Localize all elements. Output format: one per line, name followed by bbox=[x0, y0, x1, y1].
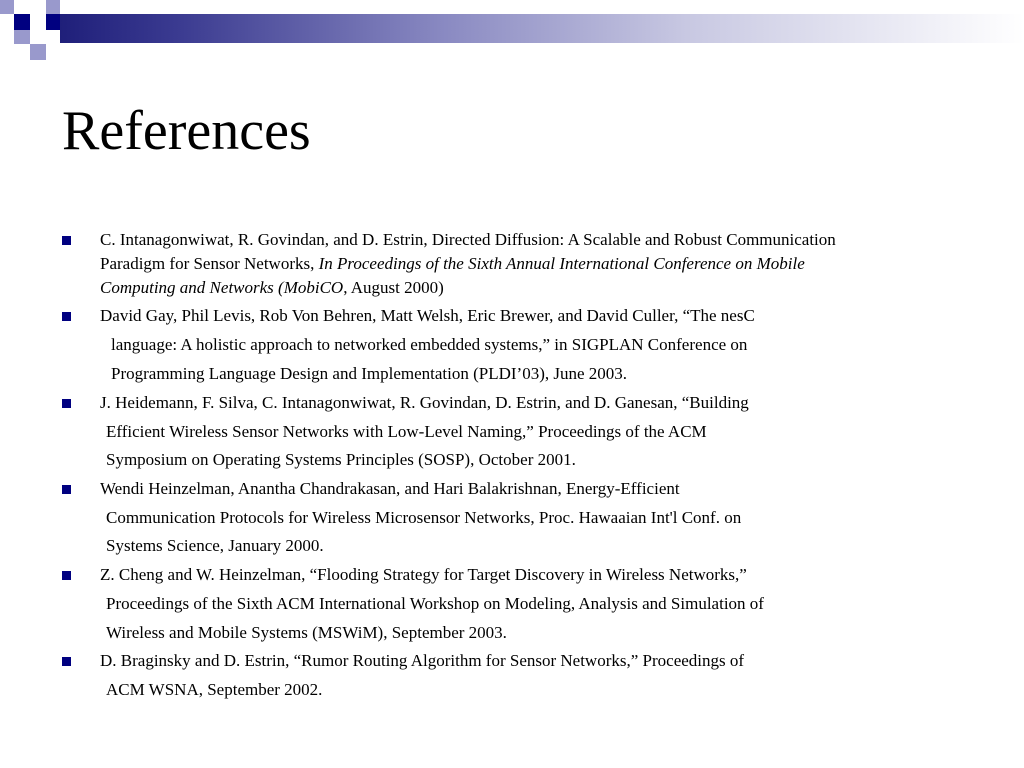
reference-bullet bbox=[62, 236, 71, 245]
reference-line bbox=[106, 420, 707, 444]
reference-line bbox=[106, 506, 741, 530]
reference-line bbox=[106, 448, 576, 472]
reference-line bbox=[100, 477, 680, 501]
reference-text: Wireless and Mobile Systems (MSWiM), September 2003. bbox=[106, 623, 507, 642]
reference-line bbox=[106, 621, 507, 645]
reference-bullet bbox=[62, 485, 71, 494]
reference-text: Symposium on Operating Systems Principles (SOSP), October 2001. bbox=[106, 450, 576, 469]
reference-text: Systems Science, January 2000. bbox=[106, 536, 324, 555]
reference-line bbox=[100, 563, 747, 587]
reference-line bbox=[100, 649, 744, 673]
reference-bullet bbox=[62, 399, 71, 408]
reference-line bbox=[100, 391, 749, 415]
reference-text: Communication Protocols for Wireless Microsensor Networks, Proc. Hawaaian Int'l Conf. on bbox=[106, 508, 742, 527]
reference-line bbox=[100, 276, 444, 300]
reference-text: language: A holistic approach to networked embedded systems,” in SIGPLAN Conference on bbox=[111, 335, 748, 354]
reference-line bbox=[106, 592, 764, 616]
reference-text: ACM WSNA, September 2002. bbox=[106, 680, 323, 699]
reference-line bbox=[100, 304, 755, 328]
reference-bullet bbox=[62, 312, 71, 321]
reference-line bbox=[106, 534, 324, 558]
reference-text: D. Braginsky and D. Estrin, “Rumor Routing Algorithm for Sensor Networks,” Proceedings of bbox=[100, 651, 745, 670]
reference-bullet bbox=[62, 571, 71, 580]
reference-text-italic: In Proceedings of the Sixth Annual International Conference on Mobile bbox=[318, 254, 805, 273]
reference-text: Z. Cheng and W. Heinzelman, “Flooding Strategy for Target Discovery in Wireless Networks,” bbox=[100, 565, 747, 584]
reference-text: Paradigm for Sensor Networks, bbox=[100, 254, 319, 273]
reference-line bbox=[100, 252, 805, 276]
reference-text: Efficient Wireless Sensor Networks with Low-Level Naming,” Proceedings of the ACM bbox=[106, 422, 707, 441]
reference-text: Programming Language Design and Implementation (PLDI’03), June 2003. bbox=[111, 364, 628, 383]
reference-bullet bbox=[62, 657, 71, 666]
reference-text-italic: Computing and Networks (MobiCO bbox=[100, 278, 344, 297]
reference-line bbox=[100, 228, 836, 252]
reference-text: , August 2000) bbox=[343, 278, 444, 297]
reference-text: Proceedings of the Sixth ACM International Workshop on Modeling, Analysis and Simulation of bbox=[106, 594, 764, 613]
reference-text: David Gay, Phil Levis, Rob Von Behren, Matt Welsh, Eric Brewer, and David Culler, “The nesC bbox=[100, 306, 755, 325]
reference-line bbox=[111, 362, 627, 386]
reference-text: Wendi Heinzelman, Anantha Chandrakasan, and Hari Balakrishnan, Energy-Efficient bbox=[100, 479, 680, 498]
reference-text: J. Heidemann, F. Silva, C. Intanagonwiwat, R. Govindan, D. Estrin, and D. Ganesan, “Building bbox=[100, 393, 749, 412]
slide-title: References bbox=[62, 100, 311, 162]
reference-text: C. Intanagonwiwat, R. Govindan, and D. Estrin, Directed Diffusion: A Scalable and Robust Communication bbox=[100, 230, 836, 249]
reference-line bbox=[111, 333, 747, 357]
reference-line bbox=[106, 678, 322, 702]
